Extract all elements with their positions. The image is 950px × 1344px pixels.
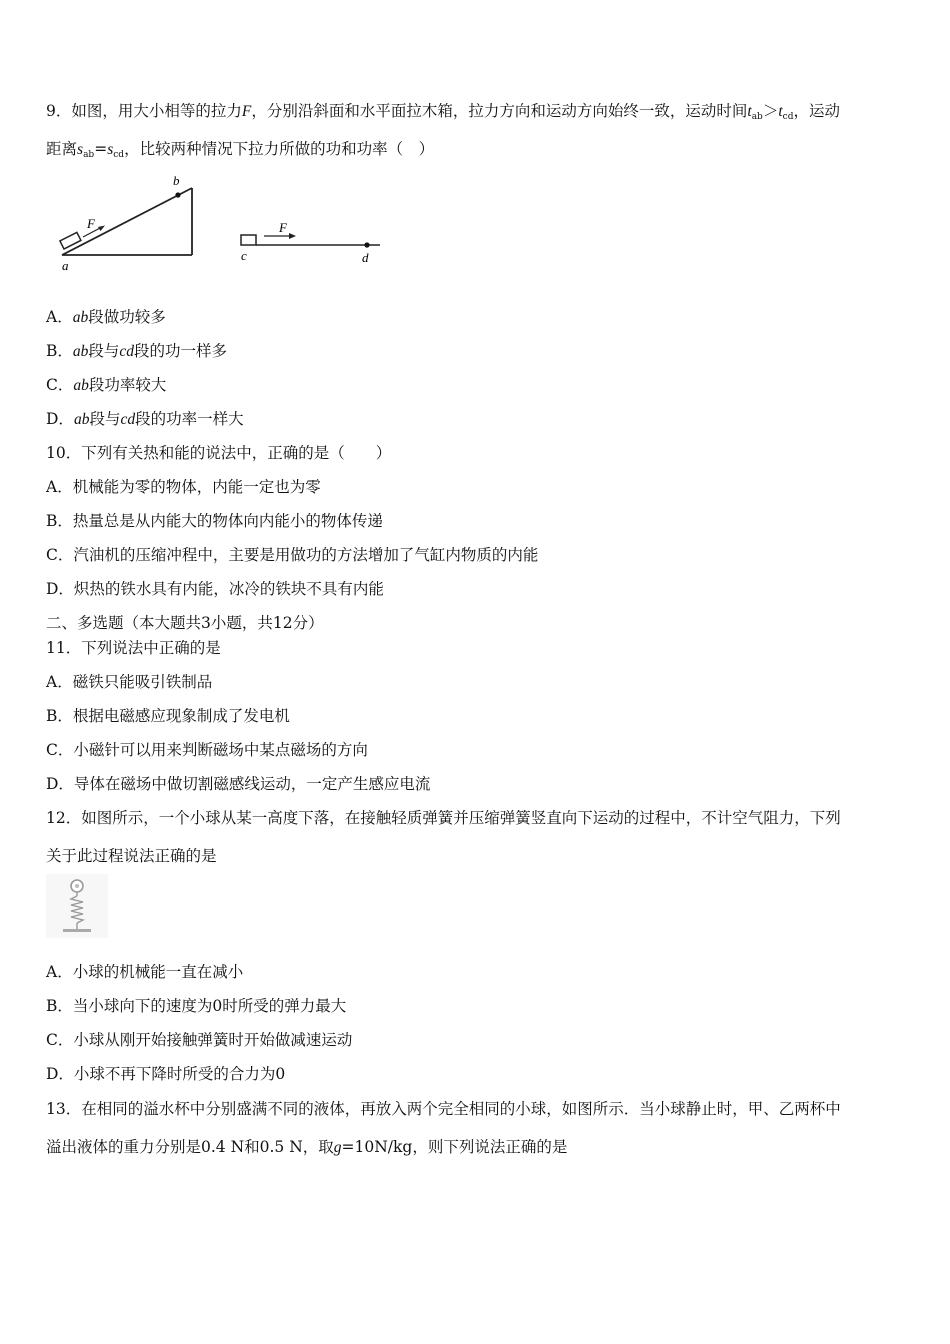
- point-c-label: c: [241, 248, 247, 263]
- incline-diagram: [60, 173, 192, 273]
- q9-figure: [50, 170, 400, 280]
- q9-option-b: B．ab段与cd段的功一样多: [46, 342, 228, 360]
- q12-option-c: C．小球从刚开始接触弹簧时开始做减速运动: [46, 1031, 353, 1049]
- q11-option-a: A．磁铁只能吸引铁制品: [46, 673, 213, 691]
- q9-option-c: C．ab段功率较大: [46, 376, 167, 394]
- q11-option-c: C．小磁针可以用来判断磁场中某点磁场的方向: [46, 741, 368, 759]
- q11-stem: 11．下列说法中正确的是: [46, 639, 221, 657]
- point-a-label: a: [62, 258, 69, 273]
- point-d-label: d: [362, 250, 369, 265]
- q13-stem-line1: 13．在相同的溢水杯中分别盛满不同的液体，再放入两个完全相同的小球，如图所示．当小球静止时，甲、乙两杯中: [46, 1100, 841, 1118]
- q10-option-d: D．炽热的铁水具有内能，冰冷的铁块不具有内能: [46, 580, 384, 598]
- q13-stem-line2: 溢出液体的重力分别是0.4 N和0.5 N，取g=10N/kg，则下列说法正确的是: [46, 1138, 568, 1156]
- q10-option-b: B．热量总是从内能大的物体向内能小的物体传递: [46, 512, 383, 530]
- q9-stem-line1: 9．如图，用大小相等的拉力F，分别沿斜面和水平面拉木箱，拉力方向和运动方向始终一致，运动时间$t_{ab}>t_{cd}$，运动: [46, 102, 840, 122]
- q9-stem-line2: 距离$s_{ab}=s_{cd}$，比较两种情况下拉力所做的功和功率（ ）: [46, 140, 435, 160]
- q9-option-d: D．ab段与cd段的功率一样大: [46, 410, 244, 428]
- q10-option-a: A．机械能为零的物体，内能一定也为零: [46, 478, 321, 496]
- q11-option-d: D．导体在磁场中做切割磁感线运动，一定产生感应电流: [46, 775, 431, 793]
- q9-option-a: A．ab段做功较多: [46, 308, 166, 326]
- q12-option-a: A．小球的机械能一直在减小: [46, 963, 244, 981]
- q12-option-d: D．小球不再下降时所受的合力为0: [46, 1065, 286, 1083]
- force-label-horizontal: F: [279, 220, 287, 235]
- point-b-label: b: [173, 173, 180, 188]
- q12-stem-line2: 关于此过程说法正确的是: [46, 847, 217, 865]
- q11-option-b: B．根据电磁感应现象制成了发电机: [46, 707, 290, 725]
- q12-option-b: B．当小球向下的速度为0时所受的弹力最大: [46, 997, 347, 1015]
- horizontal-diagram: [241, 220, 380, 265]
- force-label-incline: F: [87, 216, 95, 231]
- section-heading: 二、多选题（本大题共3小题，共12分）: [46, 614, 324, 632]
- q10-stem: 10．下列有关热和能的说法中，正确的是（ ）: [46, 444, 392, 462]
- q10-option-c: C．汽油机的压缩冲程中，主要是用做功的方法增加了气缸内物质的内能: [46, 546, 539, 564]
- q12-stem-line1: 12．如图所示，一个小球从某一高度下落，在接触轻质弹簧并压缩弹簧竖直向下运动的过程中，不计空气阻力，下列: [46, 809, 841, 827]
- spring-ball-figure: [46, 874, 108, 938]
